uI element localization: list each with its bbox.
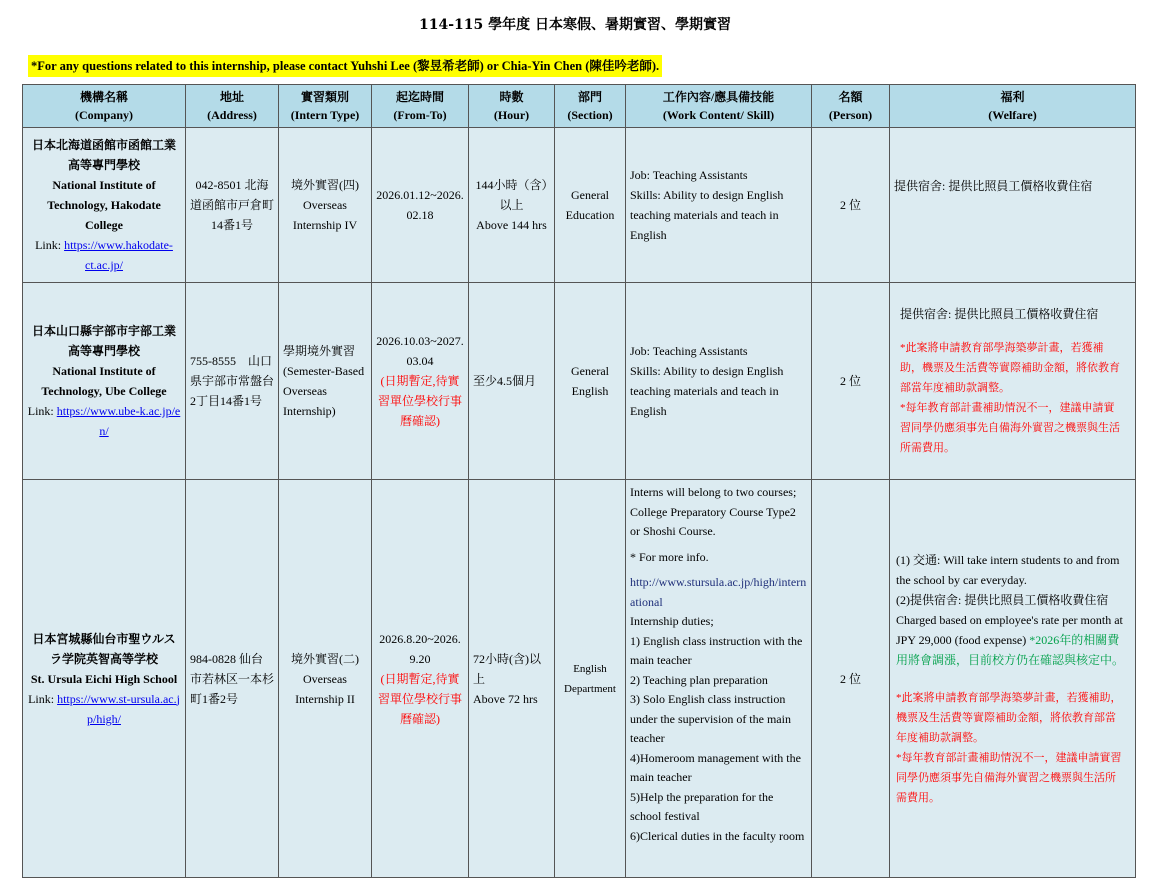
- hours-cell: 至少4.5個月: [469, 283, 555, 480]
- header-period: 起迄時間 (From-To): [372, 85, 469, 128]
- period-cell: 2026.10.03~2027.03.04 (日期暫定,待實習單位學校行事曆確認): [372, 283, 469, 480]
- company-link[interactable]: https://www.ube-k.ac.jp/en/: [56, 404, 181, 438]
- header-address: 地址 (Address): [186, 85, 279, 128]
- address-cell: 042-8501 北海道函館市戸倉町14番1号: [186, 128, 279, 283]
- header-persons: 名額 (Person): [812, 85, 890, 128]
- intern-type-cell: 境外實習(二) Overseas Internship II: [279, 480, 372, 878]
- persons-cell: 2 位: [812, 283, 890, 480]
- table-row: [23, 283, 1136, 480]
- contact-notice: *For any questions related to this internship, please contact Yuhshi Lee (黎昱希老師) or Chia-Yin Chen (陳佳吟老師).: [28, 55, 662, 77]
- more-info-link[interactable]: http://www.stursula.ac.jp/high/international: [630, 575, 807, 609]
- section-cell: General Education: [555, 128, 626, 283]
- section-cell: English Department: [555, 480, 626, 878]
- persons-cell: 2 位: [812, 128, 890, 283]
- work-cell: Job: Teaching Assistants Skills: Ability to design English teaching materials and teach in English: [626, 128, 812, 283]
- persons-cell: 2 位: [812, 480, 890, 878]
- address-cell: 984-0828 仙台市若林区一本杉町1番2号: [186, 480, 279, 878]
- internship-table: [22, 84, 1136, 878]
- header-section: 部門 (Section): [555, 85, 626, 128]
- header-hours: 時數 (Hour): [469, 85, 555, 128]
- section-cell: General English: [555, 283, 626, 480]
- header-work: 工作內容/應具備技能 (Work Content/ Skill): [626, 85, 812, 128]
- period-cell: 2026.8.20~2026.9.20 (日期暫定,待實習單位學校行事曆確認): [372, 480, 469, 878]
- intern-type-cell: 學期境外實習 (Semester-Based Overseas Internship): [279, 283, 372, 480]
- table-row: [23, 480, 1136, 878]
- work-cell: Job: Teaching Assistants Skills: Ability to design English teaching materials and teach in English: [626, 283, 812, 480]
- company-cell: 日本宮城縣仙台市聖ウルスラ学院英智高等学校 St. Ursula Eichi High School Link: https://www.st-ursula.ac.jp/high/: [23, 480, 186, 878]
- company-link[interactable]: https://www.hakodate-ct.ac.jp/: [64, 238, 173, 272]
- header-company: 機構名稱 (Company): [23, 85, 186, 128]
- company-cell: 日本山口縣宇部市宇部工業高等專門學校 National Institute of Technology, Ube College Link: https://www.ube-k.ac.jp/en/: [23, 283, 186, 480]
- header-intern-type: 實習類別 (Intern Type): [279, 85, 372, 128]
- page-title: 114-115 學年度 日本寒假、暑期實習、學期實習: [418, 17, 731, 33]
- company-cell: 日本北海道函館市函館工業高等專門學校 National Institute of Technology, Hakodate College Link: https://www.hakodate-ct.ac.jp/: [23, 128, 186, 283]
- header-welfare: 福利 (Welfare): [890, 85, 1136, 128]
- work-cell: Interns will belong to two courses; College Preparatory Course Type2 or Shoshi Course. * For more info. http://www.stursula.ac.jp/high/international Internship duties; 1) English class instruction with the main teacher 2) Teaching plan preparation 3) Solo English class instruction under the supervision of the main teacher 4)Homeroom management with the main teacher 5)Help the preparation for the school festival 6)Clerical duties in the faculty room: [626, 480, 812, 878]
- hours-cell: 144小時（含）以上 Above 144 hrs: [469, 128, 555, 283]
- table-row: [23, 128, 1136, 283]
- address-cell: 755-8555 山口県宇部市常盤台2丁目14番1号: [186, 283, 279, 480]
- company-link[interactable]: https://www.st-ursula.ac.jp/high/: [57, 691, 180, 726]
- period-cell: 2026.01.12~2026.02.18: [372, 128, 469, 283]
- welfare-cell: 提供宿舍: 提供比照員工價格收費住宿 *此案將申請教育部學海築夢計畫，若獲補助，機票及生活費等實際補助金額，將依教育部當年度補助款調整。 *每年教育部計畫補助情況不一，建議申請實習同學仍應須事先自備海外實習之機票與生活所需費用。: [890, 283, 1136, 480]
- header-row: [23, 85, 1136, 128]
- hours-cell: 72小時(含)以上 Above 72 hrs: [469, 480, 555, 878]
- welfare-cell: (1) 交通: Will take intern students to and from the school by car everyday. (2)提供宿舍: 提供比照員工價格收費住宿 Charged based on employee's rate per month at JPY 29,000 (food expense) *2026年的相關費用將會調漲，目前校方仍在確認與核定中。 *此案將申請教育部學海築夢計畫，若獲補助，機票及生活費等實際補助金額，將依教育部當年度補助款調整。 *每年教育部計畫補助情況不一，建議申請實習同學仍應須事先自備海外實習之機票與生活所需費用。: [890, 480, 1136, 878]
- intern-type-cell: 境外實習(四) Overseas Internship IV: [279, 128, 372, 283]
- welfare-cell: 提供宿舍: 提供比照員工價格收費住宿: [890, 128, 1136, 283]
